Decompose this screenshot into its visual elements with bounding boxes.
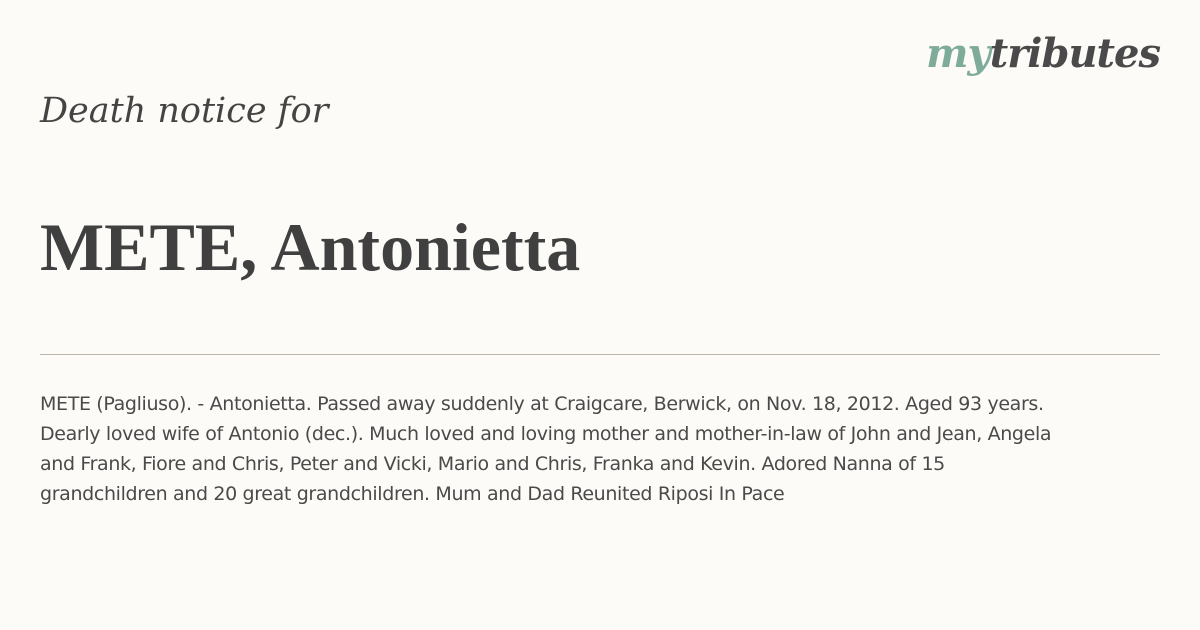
logo-my: my — [926, 30, 990, 77]
notice-text: METE (Pagliuso). - Antonietta. Passed away suddenly at Craigcare, Berwick, on Nov. 18, 2012. Aged 93 years. Dearly loved wife of Antonio (dec.). Much loved and loving mother and mother-in-law of John and Jean, Angela and Frank, Fiore and Chris, Peter and Vicki, Mario and Chris, Franka and Kevin. Adored Nanna of 15 grandchildren and 20 great grandchildren. Mum and Dad Reunited Riposi In Pace — [40, 393, 1052, 505]
death-notice-heading: Death notice for — [40, 91, 329, 131]
logo-tributes: tributes — [989, 30, 1160, 77]
divider — [40, 354, 1160, 355]
mytributes-logo[interactable] — [926, 32, 1160, 76]
deceased-name: METE, Antonietta — [40, 209, 581, 285]
